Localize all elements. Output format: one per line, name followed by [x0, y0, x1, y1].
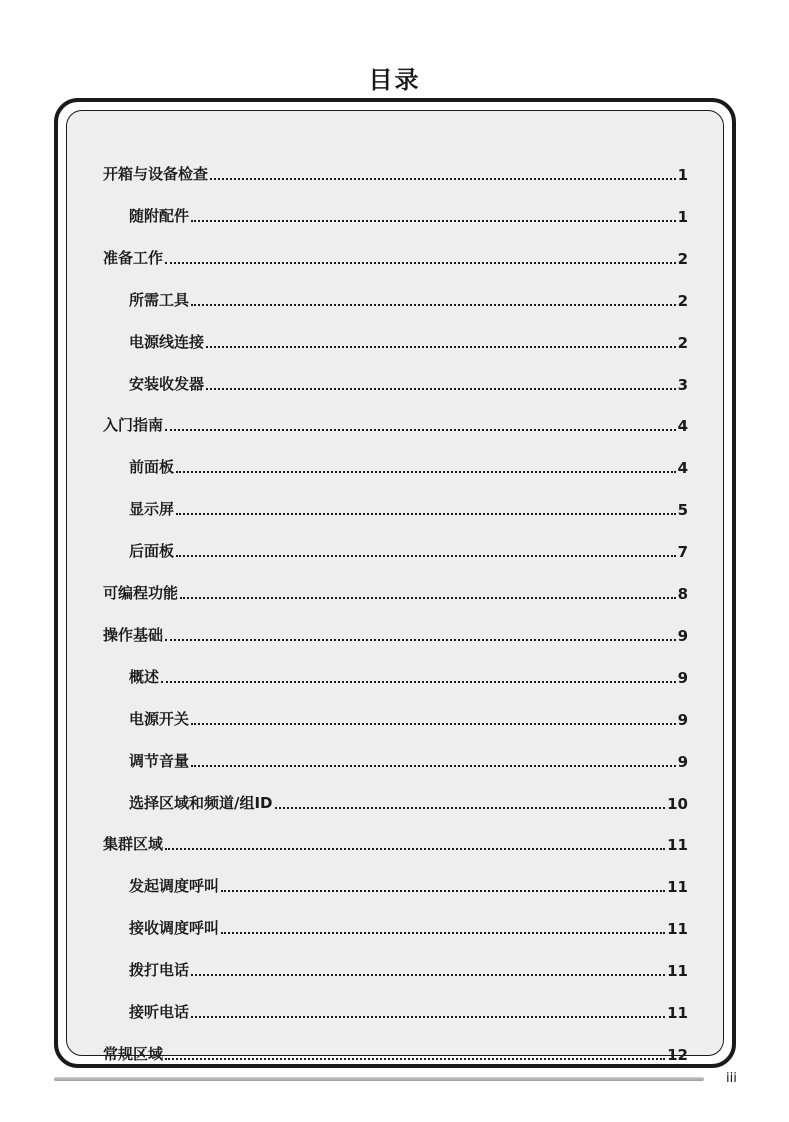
toc-dot-leader — [176, 554, 676, 557]
toc-dot-leader — [176, 470, 676, 473]
footer-rule — [54, 1077, 704, 1081]
toc-entry[interactable] — [103, 573, 688, 603]
toc-entry-page-number: 10 — [667, 794, 688, 813]
toc-entry[interactable] — [129, 364, 688, 394]
toc-entry[interactable] — [129, 950, 688, 980]
toc-entry-label: 接听电话 — [129, 1003, 190, 1021]
toc-entry-page-number: 3 — [677, 375, 688, 394]
toc-entry-label: 常规区域 — [103, 1044, 164, 1063]
toc-entry[interactable] — [103, 238, 688, 268]
toc-entry-label: 选择区域和频道/组ID — [129, 793, 273, 812]
toc-entry[interactable] — [103, 405, 688, 435]
toc-entry-page-number: 9 — [677, 710, 688, 729]
page-number: iii — [726, 1071, 737, 1086]
toc-entry-page-number: 2 — [677, 333, 688, 352]
toc-dot-leader — [191, 973, 665, 976]
toc-entry[interactable] — [129, 699, 688, 729]
toc-entry[interactable] — [129, 992, 688, 1022]
toc-entry-page-number: 1 — [677, 166, 688, 184]
toc-dot-leader — [161, 680, 676, 683]
toc-entry-label: 安装收发器 — [129, 374, 205, 393]
toc-entry-label: 所需工具 — [129, 290, 190, 309]
toc-dot-leader — [275, 806, 666, 809]
toc-dot-leader — [206, 345, 676, 348]
toc-entry-page-number: 11 — [667, 962, 688, 981]
toc-entry-label: 显示屏 — [129, 500, 175, 519]
toc-entry[interactable] — [129, 741, 688, 771]
toc-entry[interactable] — [129, 783, 688, 813]
toc-entry-page-number: 11 — [667, 836, 688, 855]
toc-entry[interactable] — [103, 824, 688, 854]
toc-dot-leader — [191, 764, 676, 767]
toc-entry-label: 调节音量 — [129, 751, 190, 770]
toc-entry[interactable] — [129, 196, 688, 226]
toc-entry-page-number: 11 — [667, 920, 688, 939]
toc-dot-leader — [180, 596, 676, 599]
toc-entry-label: 可编程功能 — [103, 584, 179, 602]
toc-entry-label: 发起调度呼叫 — [129, 877, 220, 896]
toc-dot-leader — [206, 387, 676, 390]
toc-entry-page-number: 5 — [677, 501, 688, 520]
toc-entry[interactable] — [103, 154, 688, 184]
toc-entry-label: 电源开关 — [129, 709, 190, 728]
toc-dot-leader — [210, 177, 676, 180]
toc-dot-leader — [191, 219, 676, 222]
toc-dot-leader — [165, 847, 665, 850]
toc-entry-label: 集群区域 — [103, 835, 164, 854]
toc-entry-page-number: 4 — [677, 417, 688, 436]
toc-entry-label: 电源线连接 — [129, 332, 205, 351]
toc-entry-page-number: 2 — [677, 249, 688, 268]
toc-dot-leader — [191, 722, 676, 725]
toc-entry-page-number: 9 — [677, 626, 688, 645]
toc-entry[interactable] — [129, 531, 688, 561]
toc-entry[interactable] — [129, 908, 688, 938]
toc-entry-label: 概述 — [129, 667, 160, 686]
toc-entry-page-number: 8 — [677, 585, 688, 603]
toc-entry-label: 前面板 — [129, 458, 175, 477]
toc-dot-leader — [165, 1057, 665, 1060]
toc-entry-page-number: 7 — [677, 543, 688, 562]
toc-entry-page-number: 9 — [677, 668, 688, 687]
toc-entry-page-number: 11 — [667, 1004, 688, 1022]
toc-dot-leader — [191, 1015, 665, 1018]
toc-dot-leader — [176, 512, 676, 515]
toc-entry[interactable] — [103, 615, 688, 645]
toc-entry-page-number: 11 — [667, 878, 688, 897]
toc-dot-leader — [165, 638, 676, 641]
toc-entry-page-number: 9 — [677, 752, 688, 771]
toc-entry[interactable] — [129, 280, 688, 310]
toc-dot-leader — [221, 889, 665, 892]
toc-entry-label: 操作基础 — [103, 625, 164, 644]
toc-entry-label: 随附配件 — [129, 206, 190, 225]
toc-entry[interactable] — [129, 322, 688, 352]
page-title: 目录 — [368, 66, 421, 94]
toc-entry-label: 准备工作 — [103, 248, 164, 267]
toc-entry[interactable] — [129, 447, 688, 477]
toc-dot-leader — [165, 428, 676, 431]
toc-entry-label: 入门指南 — [103, 416, 164, 435]
toc-entry-label: 开箱与设备检查 — [103, 165, 209, 183]
toc-entry-page-number: 4 — [677, 459, 688, 478]
toc-entry[interactable] — [129, 866, 688, 896]
toc-entry-page-number: 2 — [677, 291, 688, 310]
toc-entry[interactable] — [129, 657, 688, 687]
toc-entry-label: 拨打电话 — [129, 961, 190, 980]
toc-dot-leader — [221, 931, 665, 934]
toc-entry[interactable] — [103, 1034, 688, 1064]
toc-entry-label: 接收调度呼叫 — [129, 919, 220, 938]
toc-entry-page-number: 12 — [667, 1045, 688, 1064]
toc-entry[interactable] — [129, 489, 688, 519]
toc-entry-label: 后面板 — [129, 542, 175, 561]
toc-dot-leader — [165, 261, 676, 264]
toc-entry-page-number: 1 — [677, 207, 688, 226]
toc-dot-leader — [191, 303, 676, 306]
